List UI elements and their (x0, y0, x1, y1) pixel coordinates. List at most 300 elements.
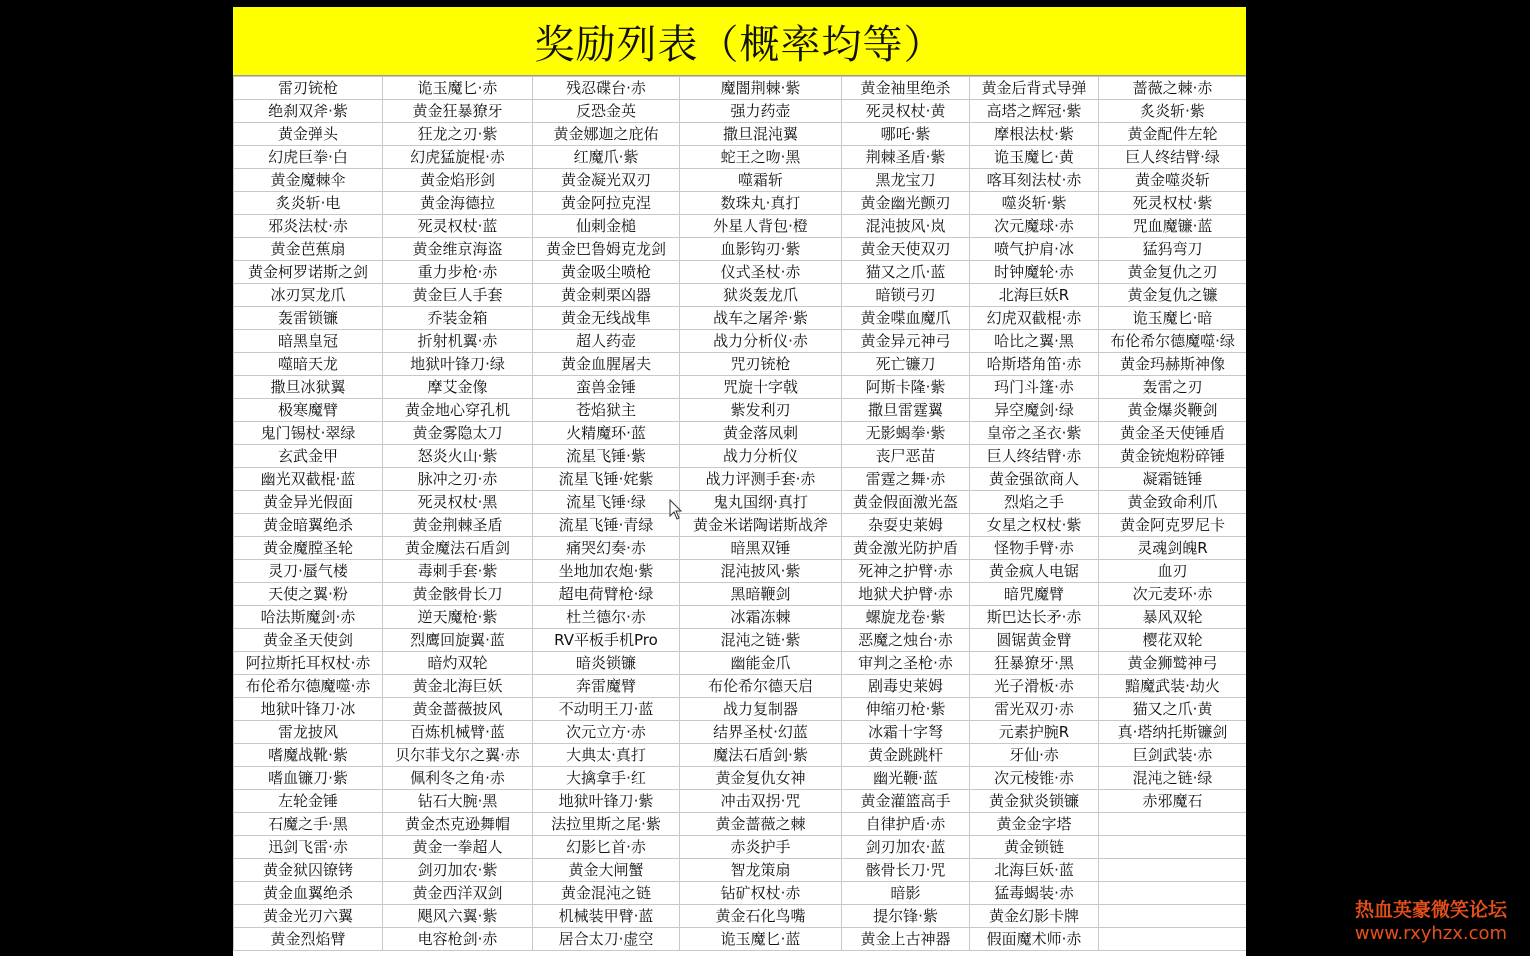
table-cell: 哪吒·紫 (842, 123, 970, 146)
table-cell: 黄金狱囚镣铐 (234, 859, 383, 882)
table-cell: 咒旋十字戟 (680, 376, 842, 399)
table-cell: 黄金无线战隼 (533, 307, 680, 330)
page-title: 奖励列表（概率均等） (233, 7, 1246, 76)
table-cell: 地狱叶锋刀·冰 (234, 698, 383, 721)
table-row (234, 790, 1247, 813)
table-cell: 黄金狮鹫神弓 (1099, 652, 1247, 675)
table-cell: 冰霜冻棘 (680, 606, 842, 629)
table-cell: 电容枪剑·赤 (383, 928, 533, 951)
table-cell: 黄金魔膛圣轮 (234, 537, 383, 560)
table-cell: 外星人背包·橙 (680, 215, 842, 238)
table-cell: 北海巨妖R (970, 284, 1099, 307)
table-row (234, 100, 1247, 123)
table-cell: 黄金大闸蟹 (533, 859, 680, 882)
table-cell: 黄金激光防护盾 (842, 537, 970, 560)
table-cell: 伸缩刃枪·紫 (842, 698, 970, 721)
table-cell: 魔闇荆棘·紫 (680, 77, 842, 100)
table-cell: 黄金圣天使剑 (234, 629, 383, 652)
table-cell: 天使之翼·粉 (234, 583, 383, 606)
table-cell: 地狱叶锋刀·紫 (533, 790, 680, 813)
table-cell: 地狱叶锋刀·绿 (383, 353, 533, 376)
table-row (234, 813, 1247, 836)
table-cell: 大典太·真打 (533, 744, 680, 767)
table-cell: 钻矿权杖·赤 (680, 882, 842, 905)
table-cell: 奔雷魔臂 (533, 675, 680, 698)
table-cell: 轰雷锁镰 (234, 307, 383, 330)
table-cell: 黄金爆炎鞭剑 (1099, 399, 1247, 422)
table-cell: 玛门斗篷·赤 (970, 376, 1099, 399)
table-cell: 嗜血镰刀·紫 (234, 767, 383, 790)
table-cell: 法拉里斯之尾·紫 (533, 813, 680, 836)
table-row (234, 468, 1247, 491)
table-cell: 黄金复仇之镰 (1099, 284, 1247, 307)
table-cell: 百炼机械臂·蓝 (383, 721, 533, 744)
table-row (234, 905, 1247, 928)
table-cell: 雷龙披风 (234, 721, 383, 744)
table-cell: 次元麦环·赤 (1099, 583, 1247, 606)
table-cell: 咒刃铳枪 (680, 353, 842, 376)
table-cell: 牙仙·赤 (970, 744, 1099, 767)
table-cell: 暗灼双轮 (383, 652, 533, 675)
table-cell: 战力分析仪·赤 (680, 330, 842, 353)
table-cell: 黄金蔷薇之棘 (680, 813, 842, 836)
table-cell: 飓风六翼·紫 (383, 905, 533, 928)
table-cell: 次元魔球·赤 (970, 215, 1099, 238)
table-cell: 阿拉斯托耳权杖·赤 (234, 652, 383, 675)
table-cell: 黄金地心穿孔机 (383, 399, 533, 422)
table-cell: 斯巴达长矛·赤 (970, 606, 1099, 629)
table-cell: 暴风双轮 (1099, 606, 1247, 629)
table-cell: 樱花双轮 (1099, 629, 1247, 652)
table-cell: 暗影 (842, 882, 970, 905)
table-cell: 混沌披风·紫 (680, 560, 842, 583)
table-cell: 黄金异元神弓 (842, 330, 970, 353)
table-cell: 元素护腕R (970, 721, 1099, 744)
table-row (234, 123, 1247, 146)
table-cell: 反恐金英 (533, 100, 680, 123)
table-cell: 撒旦雷霆翼 (842, 399, 970, 422)
table-cell: 暗炎锁镰 (533, 652, 680, 675)
table-row (234, 307, 1247, 330)
table-cell: 暗咒魔臂 (970, 583, 1099, 606)
table-cell: 骸骨长刀·咒 (842, 859, 970, 882)
table-cell: 无影蝎拳·紫 (842, 422, 970, 445)
table-row (234, 859, 1247, 882)
table-cell: 冰霜十字弩 (842, 721, 970, 744)
table-cell: 幽能金爪 (680, 652, 842, 675)
table-row (234, 284, 1247, 307)
reward-sheet (233, 7, 1246, 956)
table-cell: 智龙策扇 (680, 859, 842, 882)
table-cell: 超电荷臂枪·绿 (533, 583, 680, 606)
table-cell: 黄金跳跳杆 (842, 744, 970, 767)
table-cell: 玄武金甲 (234, 445, 383, 468)
table-cell: 暗锁弓刃 (842, 284, 970, 307)
table-cell: 布伦希尔德天启 (680, 675, 842, 698)
table-cell: 数珠丸·真打 (680, 192, 842, 215)
table-cell: 真·塔纳托斯镰剑 (1099, 721, 1247, 744)
table-cell: 赤邪魔石 (1099, 790, 1247, 813)
table-cell: 自律护盾·赤 (842, 813, 970, 836)
table-cell (1099, 928, 1247, 951)
table-cell: 佩利冬之角·赤 (383, 767, 533, 790)
table-cell: 杜兰德尔·赤 (533, 606, 680, 629)
table-cell: 不动明王刀·蓝 (533, 698, 680, 721)
table-cell: 黄金玛赫斯神像 (1099, 353, 1247, 376)
table-cell: 烈焰之手 (970, 491, 1099, 514)
table-cell: 黄金焰形剑 (383, 169, 533, 192)
table-cell: 怒炎火山·紫 (383, 445, 533, 468)
table-cell: 黄金假面激光盔 (842, 491, 970, 514)
table-cell: 黄金魔法石盾剑 (383, 537, 533, 560)
table-cell: 诡玉魔匕·暗 (1099, 307, 1247, 330)
table-cell: 黄金烈焰臂 (234, 928, 383, 951)
table-cell: 炙炎斩·紫 (1099, 100, 1247, 123)
table-cell: 黄金弹头 (234, 123, 383, 146)
table-row (234, 583, 1247, 606)
table-cell: 黄金巨人手套 (383, 284, 533, 307)
table-cell: 雷光双刃·赤 (970, 698, 1099, 721)
table-cell: 北海巨妖·蓝 (970, 859, 1099, 882)
table-cell: 仪式圣杖·赤 (680, 261, 842, 284)
table-cell: 阿斯卡隆·紫 (842, 376, 970, 399)
table-cell (1099, 882, 1247, 905)
table-cell: 黄金噬炎斩 (1099, 169, 1247, 192)
table-cell: 地狱犬护臂·赤 (842, 583, 970, 606)
table-cell: 战力评测手套·赤 (680, 468, 842, 491)
table-cell: 黄金北海巨妖 (383, 675, 533, 698)
table-cell: 剑刃加农·紫 (383, 859, 533, 882)
table-row (234, 330, 1247, 353)
table-cell: 黄金阿拉克涅 (533, 192, 680, 215)
table-cell (1099, 859, 1247, 882)
reward-table (233, 76, 1246, 951)
table-cell: 暗黑双锤 (680, 537, 842, 560)
table-row (234, 215, 1247, 238)
table-row (234, 606, 1247, 629)
table-cell: 诡玉魔匕·赤 (383, 77, 533, 100)
table-cell: 紫发利刃 (680, 399, 842, 422)
table-cell: 死神之护臂·赤 (842, 560, 970, 583)
table-cell: 死灵权杖·紫 (1099, 192, 1247, 215)
table-cell: 黄金灌篮高手 (842, 790, 970, 813)
table-row (234, 928, 1247, 951)
table-cell: 黄金致命利爪 (1099, 491, 1247, 514)
table-cell: 摩艾金像 (383, 376, 533, 399)
table-cell: 次元立方·赤 (533, 721, 680, 744)
table-cell: 战力分析仪 (680, 445, 842, 468)
table-cell: 狂龙之刃·紫 (383, 123, 533, 146)
table-row (234, 77, 1247, 100)
table-cell: 黄金暗翼绝杀 (234, 514, 383, 537)
table-cell: 黄金配件左轮 (1099, 123, 1247, 146)
table-cell: 战车之屠斧·紫 (680, 307, 842, 330)
table-cell: 灵魂剑魄R (1099, 537, 1247, 560)
table-cell: 巨剑武装·赤 (1099, 744, 1247, 767)
table-cell: 黄金圣天使锤盾 (1099, 422, 1247, 445)
table-row (234, 146, 1247, 169)
table-cell: 魔法石盾剑·紫 (680, 744, 842, 767)
table-cell: 黄金袖里绝杀 (842, 77, 970, 100)
table-cell: 黄金刺栗凶器 (533, 284, 680, 307)
table-cell (1099, 905, 1247, 928)
table-cell: 大擒拿手·红 (533, 767, 680, 790)
table-cell: 黄金幻影卡牌 (970, 905, 1099, 928)
table-cell: 光子滑板·赤 (970, 675, 1099, 698)
table-cell: 黄金强欲商人 (970, 468, 1099, 491)
table-cell: 黄金喋血魔爪 (842, 307, 970, 330)
table-cell: 黄金米诺陶诺斯战斧 (680, 514, 842, 537)
table-cell: 喀耳刻法杖·赤 (970, 169, 1099, 192)
table-cell: 雷刃铳枪 (234, 77, 383, 100)
table-cell: 怪物手臂·赤 (970, 537, 1099, 560)
table-cell: 猫又之爪·黄 (1099, 698, 1247, 721)
table-cell: 黄金娜迦之庇佑 (533, 123, 680, 146)
table-cell: 死灵权杖·黑 (383, 491, 533, 514)
table-cell: 毒刺手套·紫 (383, 560, 533, 583)
table-cell: 圆锯黄金臂 (970, 629, 1099, 652)
table-cell: 黄金维京海盗 (383, 238, 533, 261)
table-cell: 幽光鞭·蓝 (842, 767, 970, 790)
table-cell: 黄金西洋双剑 (383, 882, 533, 905)
table-cell: 黄金巴鲁姆克龙剑 (533, 238, 680, 261)
table-row (234, 422, 1247, 445)
table-cell: 巨人终结臂·绿 (1099, 146, 1247, 169)
table-cell: 狂暴獠牙·黑 (970, 652, 1099, 675)
table-cell: 机械装甲臂·蓝 (533, 905, 680, 928)
table-cell: 幻虎双截棍·赤 (970, 307, 1099, 330)
table-row (234, 514, 1247, 537)
table-cell: 黄金天使双刃 (842, 238, 970, 261)
table-row (234, 491, 1247, 514)
table-cell: 喷气护肩·冰 (970, 238, 1099, 261)
table-cell: 混沌披风·岚 (842, 215, 970, 238)
table-cell: 黄金石化鸟嘴 (680, 905, 842, 928)
table-cell: 猛犸弯刀 (1099, 238, 1247, 261)
table-row (234, 652, 1247, 675)
table-cell: 战力复制器 (680, 698, 842, 721)
table-cell: 超人药壶 (533, 330, 680, 353)
table-cell: 黄金血腥屠夫 (533, 353, 680, 376)
table-cell: 结界圣杖·幻蓝 (680, 721, 842, 744)
table-cell: 极寒魔臂 (234, 399, 383, 422)
table-cell: 流星飞锤·姹紫 (533, 468, 680, 491)
table-cell: 烈鹰回旋翼·蓝 (383, 629, 533, 652)
table-cell: 幽光双截棍·蓝 (234, 468, 383, 491)
table-cell: 幻虎巨拳·白 (234, 146, 383, 169)
table-cell: 蛮兽金锤 (533, 376, 680, 399)
table-cell: RV平板手机Pro (533, 629, 680, 652)
table-cell: 钻石大腕·黑 (383, 790, 533, 813)
table-cell: 流星飞锤·青绿 (533, 514, 680, 537)
table-cell: 脉冲之刃·赤 (383, 468, 533, 491)
table-cell: 摩根法杖·紫 (970, 123, 1099, 146)
table-cell: 流星飞锤·紫 (533, 445, 680, 468)
table-cell: 假面魔术师·赤 (970, 928, 1099, 951)
table-cell: 轰雷之刃 (1099, 376, 1247, 399)
table-row (234, 882, 1247, 905)
table-row (234, 192, 1247, 215)
table-row (234, 537, 1247, 560)
table-cell: 黄金阿克罗尼卡 (1099, 514, 1247, 537)
forum-watermark (1336, 897, 1526, 945)
table-cell: 鬼门锡杖·翠绿 (234, 422, 383, 445)
table-cell: 剑刃加农·蓝 (842, 836, 970, 859)
table-row (234, 261, 1247, 284)
table-cell: 乔装金箱 (383, 307, 533, 330)
table-cell: 赤炎护手 (680, 836, 842, 859)
table-cell: 女星之权杖·紫 (970, 514, 1099, 537)
table-cell: 流星飞锤·绿 (533, 491, 680, 514)
table-cell: 猛毒蝎装·赤 (970, 882, 1099, 905)
table-cell: 死灵权杖·黄 (842, 100, 970, 123)
table-cell: 冲击双拐·咒 (680, 790, 842, 813)
table-cell: 黄金光刃六翼 (234, 905, 383, 928)
table-cell: 黄金海德拉 (383, 192, 533, 215)
table-row (234, 399, 1247, 422)
table-cell: 混沌之链·紫 (680, 629, 842, 652)
table-cell: 贝尔菲戈尔之翼·赤 (383, 744, 533, 767)
table-cell: 黄金一拳超人 (383, 836, 533, 859)
table-cell: 杂耍史莱姆 (842, 514, 970, 537)
table-cell: 重力步枪·赤 (383, 261, 533, 284)
watermark-name: 热血英豪微笑论坛 (1354, 899, 1507, 921)
table-cell (1099, 836, 1247, 859)
table-row (234, 744, 1247, 767)
table-cell: 混沌之链·绿 (1099, 767, 1247, 790)
table-cell: 残忍碟台·赤 (533, 77, 680, 100)
table-cell: 强力药壶 (680, 100, 842, 123)
table-cell: 黄金杰克逊舞帽 (383, 813, 533, 836)
table-cell: 噬暗天龙 (234, 353, 383, 376)
table-row (234, 698, 1247, 721)
table-cell: 黄金雾隐太刀 (383, 422, 533, 445)
table-row (234, 169, 1247, 192)
table-cell: 猫又之爪·蓝 (842, 261, 970, 284)
table-cell: 死灵权杖·蓝 (383, 215, 533, 238)
table-cell: 高塔之辉冠·紫 (970, 100, 1099, 123)
table-cell: 黄金幽光颤刃 (842, 192, 970, 215)
table-cell: 黄金芭蕉扇 (234, 238, 383, 261)
table-cell: 黄金血翼绝杀 (234, 882, 383, 905)
table-cell: 黄金魔棘伞 (234, 169, 383, 192)
table-cell: 巨人终结臂·赤 (970, 445, 1099, 468)
table-cell: 黄金吸尘喷枪 (533, 261, 680, 284)
table-cell: 暗黑皇冠 (234, 330, 383, 353)
table-cell: 嗜魔战靴·紫 (234, 744, 383, 767)
table-row (234, 376, 1247, 399)
table-cell: 苍焰狱主 (533, 399, 680, 422)
table-cell: 炙炎斩·电 (234, 192, 383, 215)
table-cell: 哈斯塔角笛·赤 (970, 353, 1099, 376)
table-cell: 冰刃冥龙爪 (234, 284, 383, 307)
table-cell: 黄金复仇女神 (680, 767, 842, 790)
table-cell: 提尔锋·紫 (842, 905, 970, 928)
watermark-url: www.rxyhzx.com (1354, 923, 1508, 944)
table-cell: 黄金锁链 (970, 836, 1099, 859)
table-cell: 幻影匕首·赤 (533, 836, 680, 859)
table-cell: 居合太刀·虚空 (533, 928, 680, 951)
table-row (234, 445, 1247, 468)
table-row (234, 836, 1247, 859)
table-cell: 螺旋龙卷·紫 (842, 606, 970, 629)
table-cell: 剧毒史莱姆 (842, 675, 970, 698)
table-cell: 异空魔剑·绿 (970, 399, 1099, 422)
table-cell: 黑龙宝刀 (842, 169, 970, 192)
table-cell: 皇帝之圣衣·紫 (970, 422, 1099, 445)
reward-table-body (234, 77, 1247, 951)
table-cell: 黯魔武装·劫火 (1099, 675, 1247, 698)
table-cell: 左轮金锤 (234, 790, 383, 813)
table-cell: 黄金柯罗诺斯之剑 (234, 261, 383, 284)
table-cell: 迅剑飞雷·赤 (234, 836, 383, 859)
table-cell: 黄金凝光双刃 (533, 169, 680, 192)
table-cell: 噬炎斩·紫 (970, 192, 1099, 215)
table-cell: 石魔之手·黑 (234, 813, 383, 836)
table-cell: 黄金金字塔 (970, 813, 1099, 836)
table-cell: 撒旦混沌翼 (680, 123, 842, 146)
table-cell: 血影钩刃·紫 (680, 238, 842, 261)
table-cell: 灵刀·蜃气楼 (234, 560, 383, 583)
table-cell: 黄金骸骨长刀 (383, 583, 533, 606)
table-cell: 邪炎法杖·赤 (234, 215, 383, 238)
table-cell: 诡玉魔匕·蓝 (680, 928, 842, 951)
table-cell: 丧尸恶苗 (842, 445, 970, 468)
table-row (234, 238, 1247, 261)
table-cell: 痛哭幻奏·赤 (533, 537, 680, 560)
table-cell: 逆天魔枪·紫 (383, 606, 533, 629)
table-cell: 黄金铳炮粉碎锤 (1099, 445, 1247, 468)
table-cell: 折射机翼·赤 (383, 330, 533, 353)
table-cell: 黄金疯人电锯 (970, 560, 1099, 583)
table-cell: 狱炎轰龙爪 (680, 284, 842, 307)
table-row (234, 721, 1247, 744)
table-cell: 次元棱锥·赤 (970, 767, 1099, 790)
table-row (234, 353, 1247, 376)
table-cell: 幻虎猛旋棍·赤 (383, 146, 533, 169)
table-cell: 黄金狂暴獠牙 (383, 100, 533, 123)
table-cell: 雷霆之舞·赤 (842, 468, 970, 491)
table-row (234, 767, 1247, 790)
table-cell: 布伦希尔德魔噬·绿 (1099, 330, 1247, 353)
table-cell: 蛇王之吻·黑 (680, 146, 842, 169)
table-cell: 黄金蔷薇披风 (383, 698, 533, 721)
table-cell: 鬼丸国纲·真打 (680, 491, 842, 514)
table-cell (1099, 813, 1247, 836)
table-cell: 凝霜链锤 (1099, 468, 1247, 491)
table-cell: 荆棘圣盾·紫 (842, 146, 970, 169)
table-cell: 血刃 (1099, 560, 1247, 583)
table-row (234, 675, 1247, 698)
table-cell: 诡玉魔匕·黄 (970, 146, 1099, 169)
table-cell: 火精魔环·蓝 (533, 422, 680, 445)
table-cell: 红魔爪·紫 (533, 146, 680, 169)
table-cell: 哈法斯魔剑·赤 (234, 606, 383, 629)
table-cell: 黑暗鞭剑 (680, 583, 842, 606)
table-cell: 哈比之翼·黑 (970, 330, 1099, 353)
table-cell: 黄金复仇之刃 (1099, 261, 1247, 284)
table-cell: 仙刺金槌 (533, 215, 680, 238)
table-cell: 黄金上古神器 (842, 928, 970, 951)
table-cell: 黄金荆棘圣盾 (383, 514, 533, 537)
table-cell: 绝刹双斧·紫 (234, 100, 383, 123)
table-cell: 黄金混沌之链 (533, 882, 680, 905)
table-cell: 黄金落凤刺 (680, 422, 842, 445)
table-cell: 死亡镰刀 (842, 353, 970, 376)
table-cell: 布伦希尔德魔噬·赤 (234, 675, 383, 698)
table-row (234, 629, 1247, 652)
table-cell: 坐地加农炮·紫 (533, 560, 680, 583)
